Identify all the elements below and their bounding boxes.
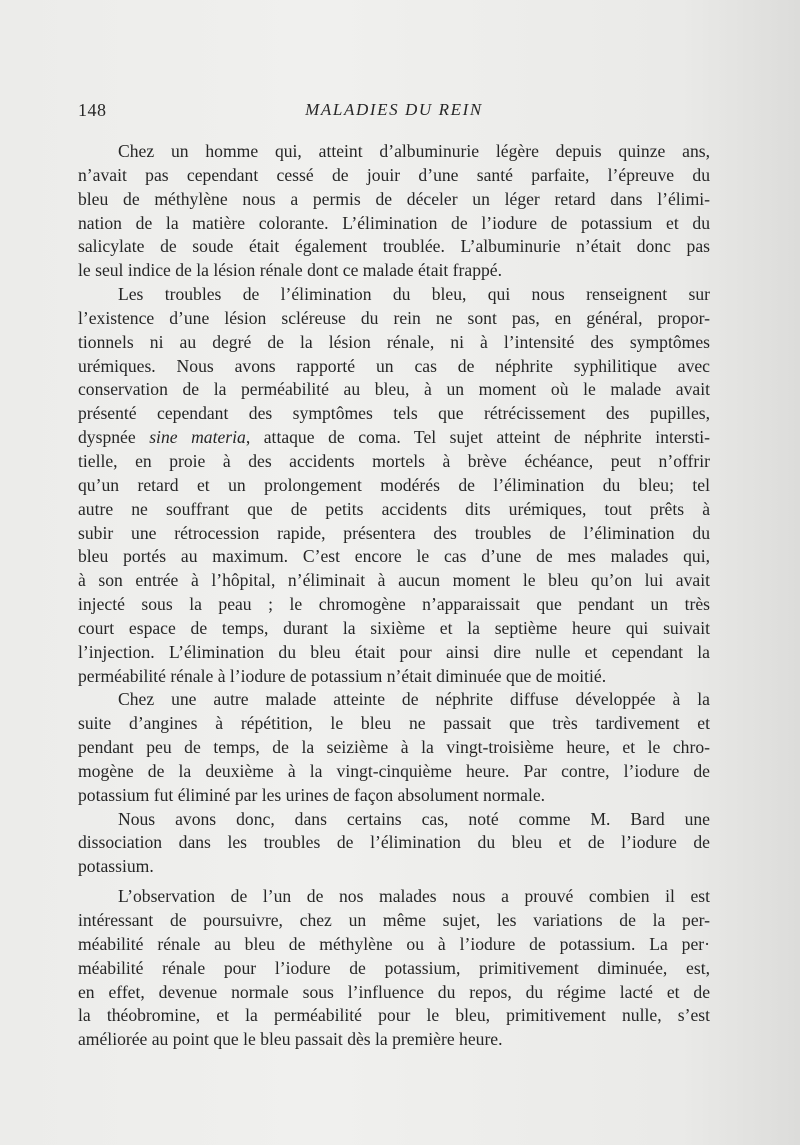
paragraph-3 — [78, 688, 710, 807]
text-line: en effet, devenue normale sous l’influence du repos, du régime lacté et de — [78, 981, 710, 1002]
text-line — [78, 426, 710, 450]
text-line: n’avait pas cependant cessé de jouir d’une santé parfaite, l’épreuve du — [78, 164, 710, 185]
text-line: l’existence d’une lésion scléreuse du rein ne sont pas, en général, propor- — [78, 307, 710, 328]
text-line: intéressant de poursuivre, chez un même sujet, les variations de la per- — [78, 910, 710, 930]
text-line: pendant peu de temps, de la seizième à la vingt-troisième heure, et le chro- — [78, 737, 710, 758]
text-line: conservation de la perméabilité au bleu, à un moment où le malade avait — [78, 379, 710, 400]
text-line: urémiques. Nous avons rapporté un cas de néphrite syphilitique avec — [78, 355, 710, 376]
text-line: potassium fut éliminé par les urines de façon absolument normale. — [78, 784, 546, 805]
text-line: Chez une autre malade atteinte de néphrite diffuse développée à la — [118, 689, 710, 710]
text-line: présenté cependant des symptômes tels que rétrécissement des pupilles, — [78, 403, 710, 424]
text-line: salicylate de soude était également troublée. L’albuminurie n’était donc pas — [78, 236, 710, 257]
text-line: Les troubles de l’élimination du bleu, qui nous renseignent sur — [118, 284, 710, 305]
text-line: perméabilité rénale à l’iodure de potassium n’était diminuée que de moitié. — [78, 665, 607, 686]
text-line: à son entrée à l’hôpital, n’éliminait à aucun moment le bleu qu’on lui avait — [78, 570, 710, 591]
text-line: méabilité rénale pour l’iodure de potassium, primitivement diminuée, est, — [78, 957, 710, 978]
text-line: subir une rétrocession rapide, présentera des troubles de l’élimination du — [78, 522, 710, 543]
text-line: L’observation de l’un de nos malades nous a prouvé combien il est — [118, 886, 710, 907]
text-line: améliorée au point que le bleu passait dès la première heure. — [78, 1029, 503, 1050]
text-line: bleu de méthylène nous a permis de déceler un léger retard dans l’élimi- — [78, 188, 710, 209]
text-line: la théobromine, et la perméabilité pour le bleu, primitivement nulle, s’est — [78, 1005, 710, 1026]
text-line: court espace de temps, durant la sixième et la septième heure qui suivait — [78, 617, 710, 638]
text-line: Chez un homme qui, atteint d’albuminurie légère depuis quinze ans, — [118, 141, 710, 161]
paragraph-1 — [78, 140, 710, 283]
text-segment: , attaque de coma. Tel sujet atteint de néphrite intersti- — [245, 427, 710, 448]
page-number: 148 — [78, 100, 107, 120]
text-line: autre ne souffrant que de petits accidents dits urémiques, tout prêts à — [78, 498, 710, 519]
text-line: méabilité rénale au bleu de méthylène ou à l’iodure de potassium. La per· — [78, 933, 710, 954]
paragraph-5 — [78, 885, 710, 1052]
text-line: qu’un retard et un prolongement modérés de l’élimination du bleu; tel — [78, 474, 710, 495]
text-line: tielle, en proie à des accidents mortels à brève échéance, peut n’offrir — [78, 450, 710, 471]
text-line: Nous avons donc, dans certains cas, noté comme M. Bard une — [118, 808, 710, 829]
body-text — [78, 140, 710, 1052]
running-title: MALADIES DU REIN — [305, 100, 483, 119]
paragraph-2 — [78, 283, 710, 688]
text-line: bleu portés au maximum. C’est encore le cas d’une de mes malades qui, — [78, 546, 710, 567]
page-header — [78, 100, 710, 124]
italic-phrase: sine materia — [149, 427, 246, 448]
text-line: suite d’angines à répétition, le bleu ne passait que très tardivement et — [78, 713, 710, 734]
text-line: tionnels ni au degré de la lésion rénale, ni à l’intensité des symptômes — [78, 331, 710, 352]
paragraph-4 — [78, 808, 710, 880]
text-line: injecté sous la peau ; le chromogène n’apparaissait que pendant un très — [78, 594, 710, 615]
text-segment: dyspnée — [78, 427, 136, 448]
text-line: l’injection. L’élimination du bleu était pour ainsi dire nulle et cependant la — [78, 641, 710, 662]
text-line: nation de la matière colorante. L’élimination de l’iodure de potassium et du — [78, 212, 710, 233]
text-line: potassium. — [78, 856, 154, 877]
text-line: mogène de la deuxième à la vingt-cinquième heure. Par contre, l’iodure de — [78, 760, 710, 781]
text-line: dissociation dans les troubles de l’élimination du bleu et de l’iodure de — [78, 832, 710, 853]
text-line: le seul indice de la lésion rénale dont ce malade était frappé. — [78, 260, 503, 281]
